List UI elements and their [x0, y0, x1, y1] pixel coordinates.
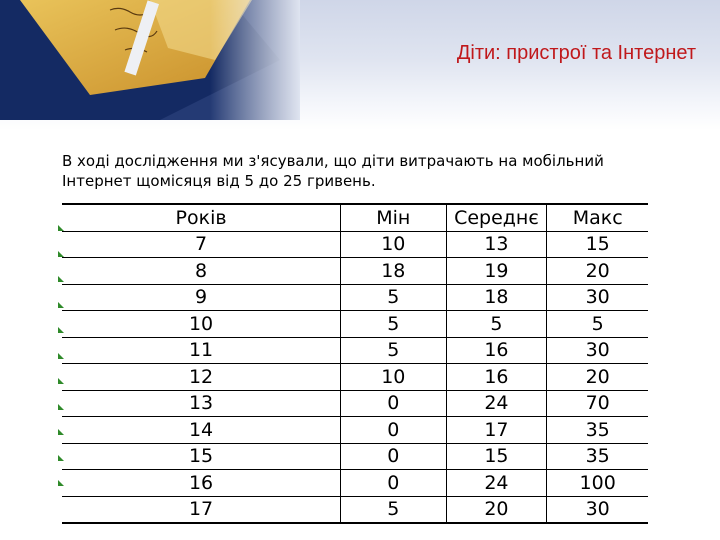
cell-min: 18: [341, 258, 446, 285]
cell-age: 15: [62, 443, 341, 470]
cell-age: 10: [62, 311, 341, 338]
table-row: [62, 258, 648, 285]
slide-title: Діти: пристрої та Інтернет: [456, 42, 696, 64]
cell-min: 5: [341, 284, 446, 311]
cell-average: 17: [446, 417, 547, 444]
header-age: Років: [62, 204, 341, 231]
cell-age: 13: [62, 390, 341, 417]
table-row: [62, 470, 648, 497]
cell-min: 5: [341, 496, 446, 523]
table-row: [62, 337, 648, 364]
table-row: [62, 364, 648, 391]
cell-average: 16: [446, 364, 547, 391]
spending-table: [62, 203, 648, 524]
table-row: [62, 443, 648, 470]
cell-max: 5: [547, 311, 648, 338]
cell-age: 16: [62, 470, 341, 497]
table-row: [62, 417, 648, 444]
cell-min: 0: [341, 470, 446, 497]
cell-max: 100: [547, 470, 648, 497]
cell-max: 35: [547, 417, 648, 444]
cell-max: 30: [547, 337, 648, 364]
cell-max: 20: [547, 258, 648, 285]
cell-min: 0: [341, 417, 446, 444]
cell-average: 18: [446, 284, 547, 311]
cell-max: 30: [547, 496, 648, 523]
cell-age: 17: [62, 496, 341, 523]
cell-age: 7: [62, 231, 341, 258]
cell-average: 16: [446, 337, 547, 364]
cell-average: 24: [446, 470, 547, 497]
cell-min: 0: [341, 443, 446, 470]
cell-average: 19: [446, 258, 547, 285]
cell-age: 9: [62, 284, 341, 311]
header-background: [0, 0, 720, 130]
header-average: Середнє: [446, 204, 547, 231]
cell-max: 70: [547, 390, 648, 417]
table-row: [62, 231, 648, 258]
cell-age: 12: [62, 364, 341, 391]
cell-min: 10: [341, 231, 446, 258]
cell-max: 35: [547, 443, 648, 470]
notebook-pen-photo: [0, 0, 300, 120]
cell-average: 15: [446, 443, 547, 470]
cell-max: 20: [547, 364, 648, 391]
table-header-row: [62, 204, 648, 231]
cell-age: 14: [62, 417, 341, 444]
cell-average: 13: [446, 231, 547, 258]
cell-max: 15: [547, 231, 648, 258]
cell-min: 0: [341, 390, 446, 417]
cell-average: 5: [446, 311, 547, 338]
cell-min: 5: [341, 311, 446, 338]
table-row: [62, 284, 648, 311]
cell-average: 20: [446, 496, 547, 523]
header-max: Макс: [547, 204, 648, 231]
cell-age: 11: [62, 337, 341, 364]
cell-min: 10: [341, 364, 446, 391]
cell-age: 8: [62, 258, 341, 285]
cell-max: 30: [547, 284, 648, 311]
cell-average: 24: [446, 390, 547, 417]
slide-body-text: В ході дослідження ми з'ясували, що діти витрачають на мобільний Інтернет щомісяця від 5 до 25 гривень.: [62, 152, 604, 190]
table-row: [62, 390, 648, 417]
cell-min: 5: [341, 337, 446, 364]
table-row: [62, 496, 648, 523]
table-row: [62, 311, 648, 338]
header-min: Мін: [341, 204, 446, 231]
